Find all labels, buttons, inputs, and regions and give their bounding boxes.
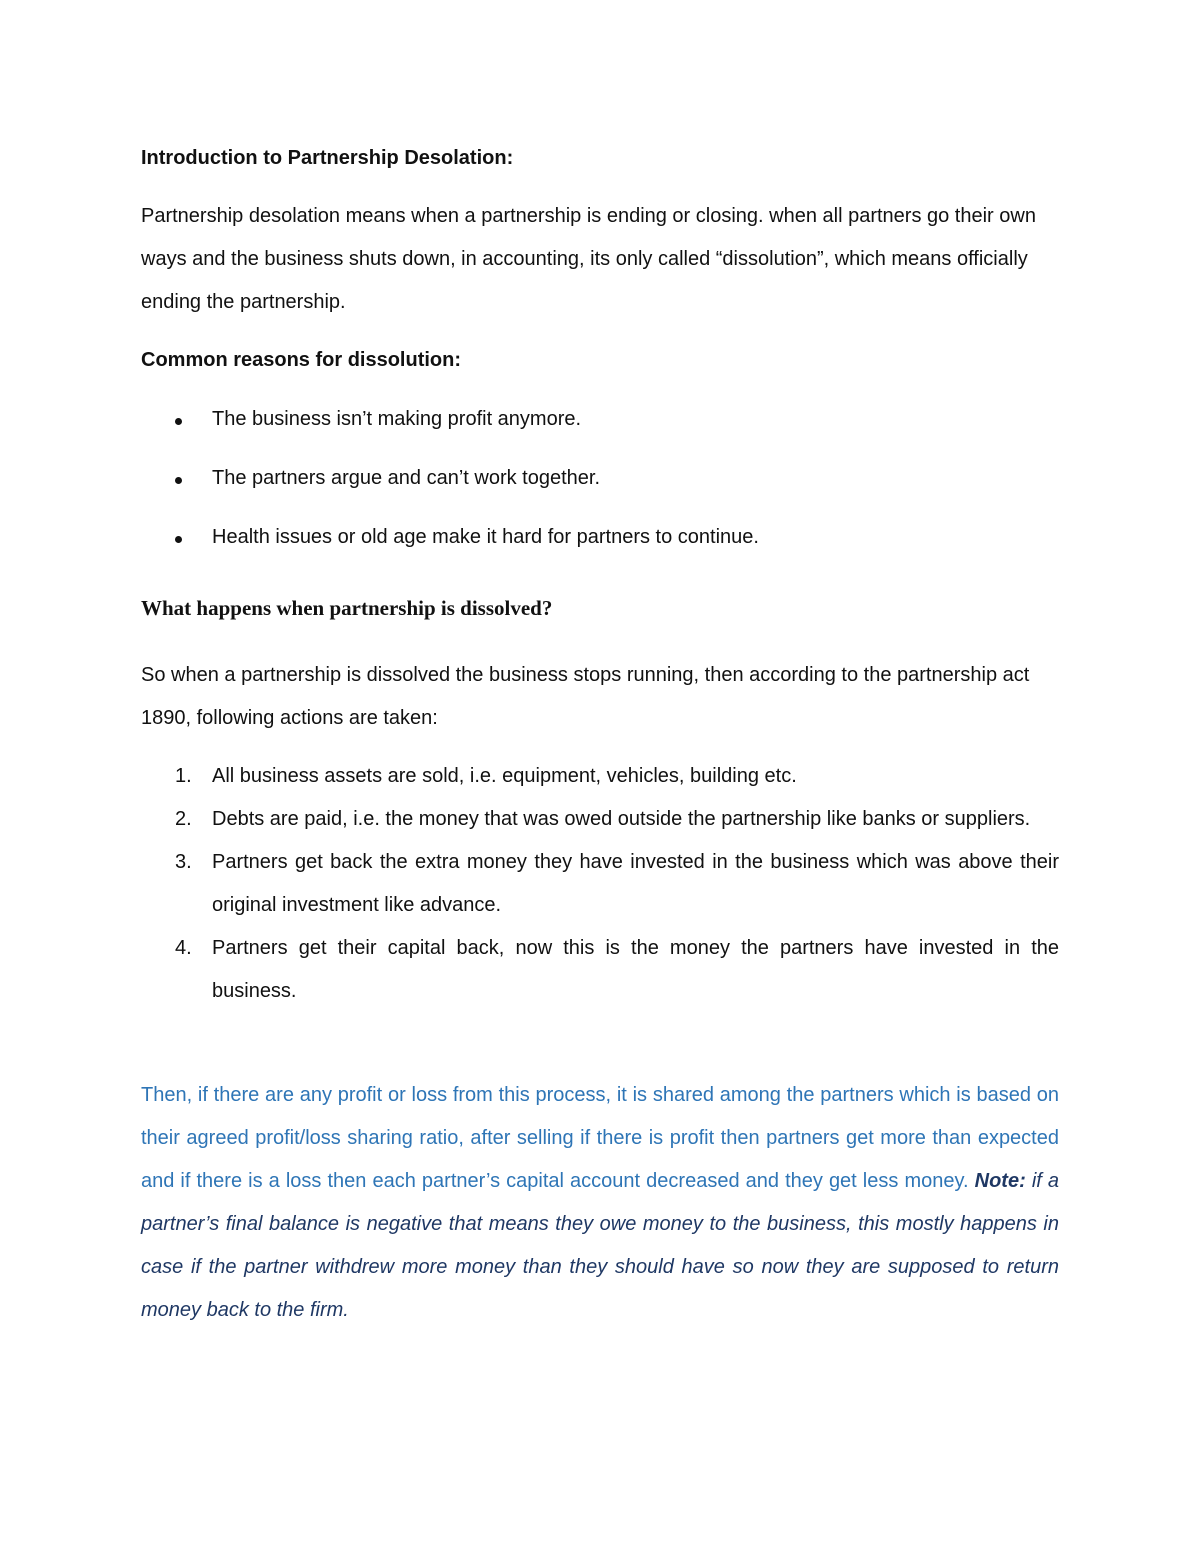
bullet-icon <box>175 536 182 543</box>
list-item <box>141 464 1059 492</box>
list-item-text: The business isn’t making profit anymore. <box>212 408 582 430</box>
reasons-heading: Common reasons for dissolution: <box>141 349 462 371</box>
what-happens-paragraph: So when a partnership is dissolved the business stops running, then according to the partnership act 1890, following actions are taken: <box>141 664 1030 729</box>
bullet-icon <box>175 477 182 484</box>
list-number: 3. <box>175 851 192 873</box>
list-item <box>141 798 1059 841</box>
list-item-text: Partners get their capital back, now this is the money the partners have invested in the business. <box>212 937 1059 1002</box>
list-number: 2. <box>175 808 192 830</box>
bullet-icon <box>175 418 182 425</box>
list-item-text: All business assets are sold, i.e. equipment, vehicles, building etc. <box>212 765 797 787</box>
list-item-text: The partners argue and can’t work together. <box>212 467 601 489</box>
profit-loss-text: Then, if there are any profit or loss from this process, it is shared among the partners which is based on their agreed profit/loss sharing ratio, after selling if there is profit then partners get more than expected and if there is a loss then each partner’s capital account decreased and they get less money. <box>141 1084 1059 1192</box>
list-item <box>141 523 1059 551</box>
steps-list <box>141 755 1059 1013</box>
list-item <box>141 841 1059 927</box>
what-happens-heading: What happens when partnership is dissolved? <box>141 596 553 620</box>
note-text: if a partner’s final balance is negative that means they owe money to the business, this mostly happens in case if the partner withdrew more money than they should have so now they are supposed to return money back to the firm. <box>141 1170 1060 1321</box>
intro-paragraph: Partnership desolation means when a partnership is ending or closing. when all partners go their own ways and the business shuts down, in accounting, its only called “dissolution”, which means officially ending the partnership. <box>141 205 1036 313</box>
reasons-list <box>141 405 1059 582</box>
list-number: 4. <box>175 937 192 959</box>
list-number: 1. <box>175 765 192 787</box>
note-label: Note: <box>974 1170 1026 1192</box>
intro-heading: Introduction to Partnership Desolation: <box>141 147 514 169</box>
list-item-text: Partners get back the extra money they have invested in the business which was above their original investment like advance. <box>212 851 1059 916</box>
list-item <box>141 755 1059 798</box>
list-item <box>141 927 1059 1013</box>
list-item-text: Debts are paid, i.e. the money that was owed outside the partnership like banks or suppliers. <box>212 808 1031 830</box>
list-item-text: Health issues or old age make it hard for partners to continue. <box>212 526 759 548</box>
profit-loss-paragraph <box>141 1074 1059 1332</box>
list-item <box>141 405 1059 433</box>
